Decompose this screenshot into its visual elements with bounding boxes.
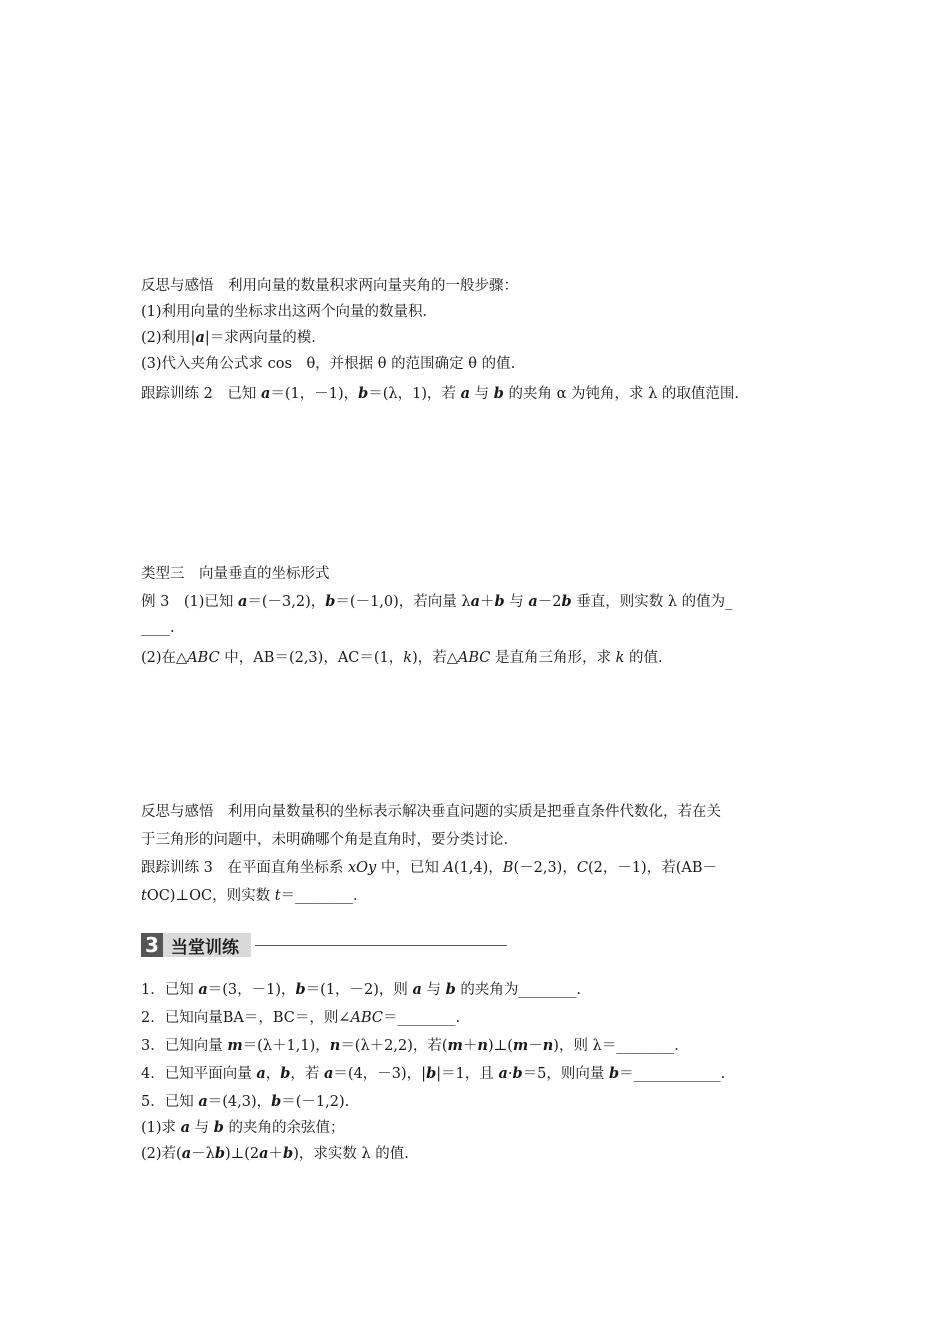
section-title: 当堂训练 — [163, 933, 251, 957]
type3-heading: 类型三 向量垂直的坐标形式 — [141, 566, 330, 582]
question-3: 3．已知向量 m＝(λ＋1,1)，n＝(λ＋2,2)，若(m＋n)⊥(m－n)，则 λ＝________. — [141, 1037, 679, 1054]
reflect1-title: 反思与感悟 利用向量的数量积求两向量夹角的一般步骤： — [141, 278, 518, 294]
section-number: 3 — [141, 933, 163, 957]
track3-problem: 跟踪训练 3 在平面直角坐标系 xOy 中，已知 A(1,4)，B(－2,3)，C(2，－1)，若(AB－ — [141, 860, 717, 876]
section-rule — [255, 945, 507, 946]
section-header — [141, 932, 507, 958]
track3-problem-cont: tOC)⊥OC，则实数 t＝________. — [141, 888, 358, 904]
example3-blank: ____. — [141, 620, 175, 636]
example3-part1: 例 3 (1)已知 a＝(－3,2)，b＝(－1,0)，若向量 λa＋b 与 a－2b 垂直，则实数 λ 的值为_ — [141, 593, 733, 610]
reflect1-step2: (2)利用|a|＝求两向量的模. — [141, 329, 316, 346]
question-1: 1．已知 a＝(3，－1)，b＝(1，－2)，则 a 与 b 的夹角为________. — [141, 981, 582, 998]
track2-problem: 跟踪训练 2 已知 a＝(1，－1)，b＝(λ，1)，若 a 与 b 的夹角 α 为钝角，求 λ 的取值范围. — [141, 385, 740, 402]
reflect1-step1: (1)利用向量的坐标求出这两个向量的数量积. — [141, 304, 428, 320]
question-5: 5．已知 a＝(4,3)，b＝(－1,2). — [141, 1093, 350, 1110]
reflect1-step3: (3)代入夹角公式求 cos θ，并根据 θ 的范围确定 θ 的值. — [141, 356, 516, 372]
example3-part2: (2)在△ABC 中，AB＝(2,3)，AC＝(1，k)，若△ABC 是直角三角形，求 k 的值. — [141, 650, 663, 666]
question-4: 4．已知平面向量 a，b，若 a＝(4，－3)，|b|＝1，且 a·b＝5，则向量 b＝____________. — [141, 1065, 726, 1082]
reflect2-line1: 反思与感悟 利用向量数量积的坐标表示解决垂直问题的实质是把垂直条件代数化，若在关 — [141, 804, 721, 820]
reflect2-line2: 于三角形的问题中，未明确哪个角是直角时，要分类讨论. — [141, 832, 509, 848]
question-5-part2: (2)若(a－λb)⊥(2a＋b)，求实数 λ 的值. — [141, 1145, 409, 1162]
question-5-part1: (1)求 a 与 b 的夹角的余弦值； — [141, 1119, 345, 1136]
question-2: 2．已知向量BA＝，BC＝，则∠ABC＝________. — [141, 1010, 461, 1026]
